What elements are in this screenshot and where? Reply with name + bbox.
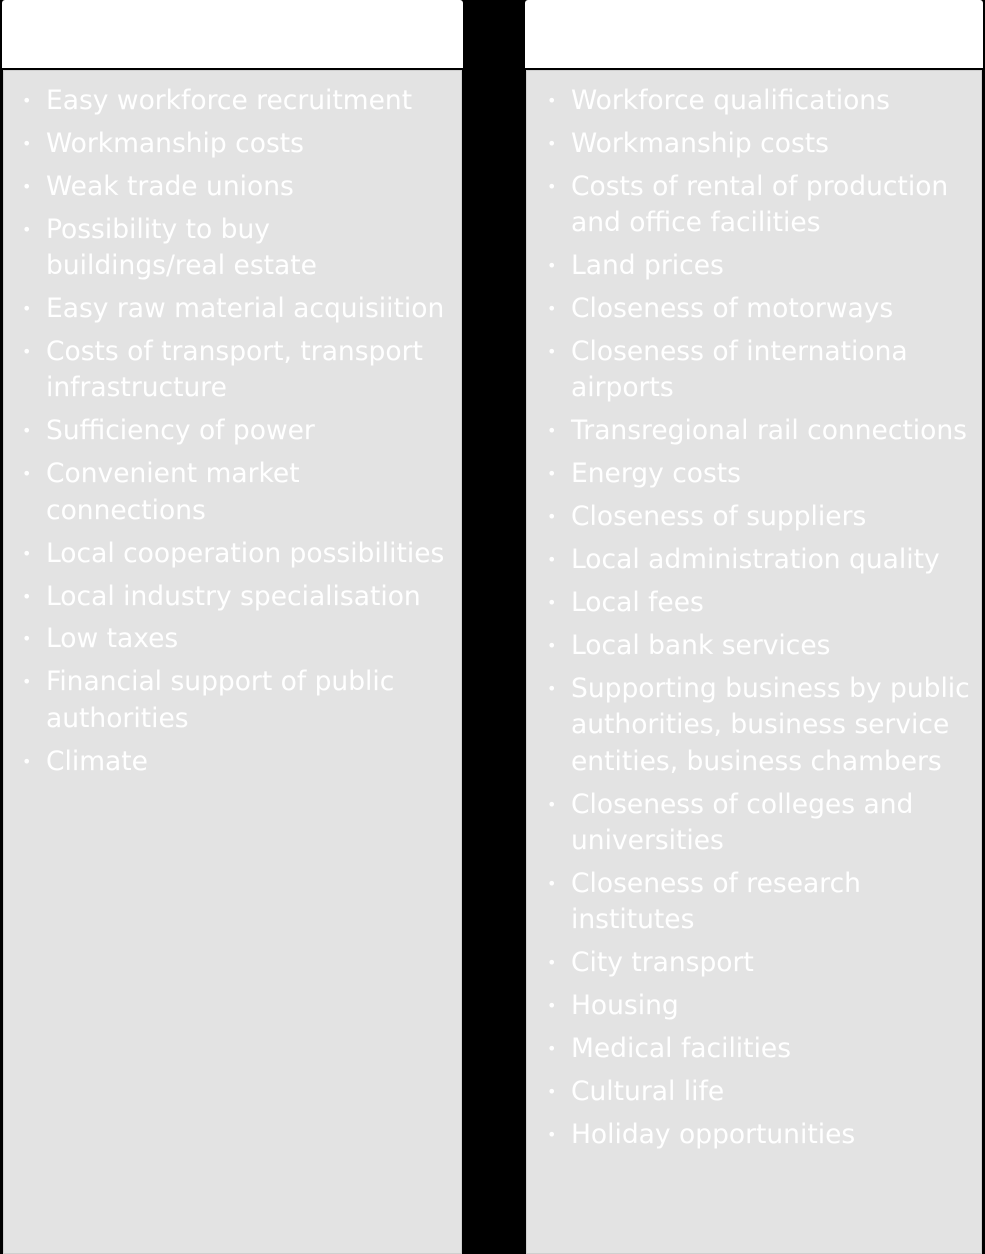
list-item bbox=[545, 628, 973, 665]
list-item-text: Local administration quality bbox=[571, 544, 940, 576]
bullet-icon: • bbox=[547, 1124, 557, 1144]
list-item bbox=[20, 621, 453, 658]
bullet-icon: • bbox=[22, 543, 32, 563]
list-item-text: Energy costs bbox=[571, 458, 741, 490]
list-item-text: Supporting business by public authorities, business service entities, business chambers bbox=[571, 672, 970, 777]
bullet-icon: • bbox=[22, 299, 32, 319]
list-item bbox=[545, 671, 973, 781]
bullet-icon: • bbox=[547, 1082, 557, 1102]
list-item-text: Cultural life bbox=[571, 1076, 725, 1108]
bullet-icon: • bbox=[22, 133, 32, 153]
list-item-text: Local fees bbox=[571, 586, 704, 618]
bullet-icon: • bbox=[22, 751, 32, 771]
list-item-text: Transregional rail connections bbox=[571, 415, 967, 447]
list-item bbox=[545, 499, 973, 536]
list-item bbox=[545, 169, 973, 242]
list-item-text: Easy raw material acquisiition bbox=[46, 293, 445, 325]
list-item-text: Workforce qualifications bbox=[571, 85, 890, 116]
list-item bbox=[20, 456, 453, 529]
list-item bbox=[545, 1031, 973, 1068]
list-item bbox=[20, 579, 453, 616]
bullet-icon: • bbox=[547, 794, 557, 814]
list-item-text: Workmanship costs bbox=[46, 127, 304, 159]
bullet-icon: • bbox=[22, 91, 32, 110]
list-item-text: Workmanship costs bbox=[571, 127, 829, 159]
list-item-text: Closeness of motorways bbox=[571, 293, 894, 325]
bullet-icon: • bbox=[547, 133, 557, 153]
list-item bbox=[545, 866, 973, 939]
list-item bbox=[545, 248, 973, 285]
list-item-text: Convenient market connections bbox=[46, 458, 300, 526]
list-item-text: Costs of rental of production and office facilities bbox=[571, 170, 949, 239]
list-item bbox=[545, 585, 973, 622]
right-column bbox=[523, 0, 985, 1254]
list-item bbox=[20, 413, 453, 450]
left-column-header bbox=[2, 0, 463, 68]
list-item-text: Holiday opportunities bbox=[571, 1118, 856, 1150]
list-item bbox=[545, 83, 973, 120]
list-item bbox=[545, 334, 973, 407]
list-item bbox=[20, 212, 453, 285]
list-item bbox=[545, 456, 973, 493]
list-item-text: Closeness of internationa airports bbox=[571, 335, 908, 404]
list-item-text: Sufficiency of power bbox=[46, 415, 315, 447]
bullet-icon: • bbox=[22, 586, 32, 606]
right-column-panel bbox=[526, 70, 982, 1254]
bullet-icon: • bbox=[547, 873, 557, 893]
right-column-header bbox=[525, 0, 983, 68]
bullet-icon: • bbox=[22, 176, 32, 196]
list-item-text: Financial support of public authorities bbox=[46, 666, 395, 734]
bullet-icon: • bbox=[547, 1039, 557, 1059]
list-item-text: Closeness of research institutes bbox=[571, 867, 861, 936]
list-item-text: Closeness of suppliers bbox=[571, 501, 867, 533]
bullet-icon: • bbox=[22, 341, 32, 361]
list-item-text: City transport bbox=[571, 947, 754, 979]
bullet-icon: • bbox=[547, 341, 557, 361]
list-item bbox=[20, 169, 453, 206]
list-item bbox=[20, 126, 453, 163]
list-item bbox=[20, 291, 453, 328]
list-item bbox=[545, 1074, 973, 1111]
bullet-icon: • bbox=[22, 421, 32, 441]
bullet-icon: • bbox=[547, 421, 557, 441]
list-item-text: Weak trade unions bbox=[46, 170, 294, 202]
list-item-text: Medical facilities bbox=[571, 1033, 792, 1065]
list-item-text: Possibility to buy buildings/real estate bbox=[46, 213, 317, 282]
bullet-icon: • bbox=[547, 507, 557, 527]
bullet-icon: • bbox=[22, 629, 32, 649]
bullet-icon: • bbox=[547, 635, 557, 655]
list-item-text: Low taxes bbox=[46, 623, 179, 655]
list-item bbox=[545, 1117, 973, 1154]
bullet-icon: • bbox=[547, 550, 557, 570]
list-item-text: Local industry specialisation bbox=[46, 580, 421, 612]
list-item-text: Easy workforce recruitment bbox=[46, 85, 413, 116]
bullet-icon: • bbox=[22, 219, 32, 239]
left-column-panel bbox=[3, 70, 462, 1254]
list-item bbox=[545, 787, 973, 860]
list-item-text: Local bank services bbox=[571, 629, 831, 661]
list-item bbox=[545, 988, 973, 1025]
bullet-icon: • bbox=[547, 996, 557, 1016]
list-item-text: Closeness of colleges and universities bbox=[571, 788, 914, 857]
list-item-text: Land prices bbox=[571, 250, 724, 282]
list-item bbox=[545, 126, 973, 163]
right-factor-list bbox=[545, 83, 973, 1160]
bullet-icon: • bbox=[22, 464, 32, 484]
bullet-icon: • bbox=[547, 592, 557, 612]
bullet-icon: • bbox=[547, 176, 557, 196]
list-item-text: Costs of transport, transport infrastructure bbox=[46, 335, 423, 404]
list-item-text: Local cooperation possibilities bbox=[46, 537, 445, 569]
bullet-icon: • bbox=[547, 678, 557, 698]
list-item bbox=[20, 536, 453, 573]
list-item-text: Climate bbox=[46, 745, 148, 777]
left-column bbox=[0, 0, 465, 1254]
bullet-icon: • bbox=[547, 464, 557, 484]
bullet-icon: • bbox=[547, 91, 557, 110]
bullet-icon: • bbox=[547, 299, 557, 319]
list-item bbox=[545, 542, 973, 579]
list-item bbox=[20, 334, 453, 407]
list-item bbox=[545, 945, 973, 982]
list-item bbox=[20, 744, 453, 781]
left-factor-list bbox=[20, 83, 453, 787]
list-item bbox=[20, 664, 453, 737]
list-item-text: Housing bbox=[571, 990, 679, 1022]
bullet-icon: • bbox=[547, 256, 557, 276]
list-item bbox=[545, 291, 973, 328]
bullet-icon: • bbox=[22, 672, 32, 692]
list-item bbox=[20, 83, 453, 120]
list-item bbox=[545, 413, 973, 450]
bullet-icon: • bbox=[547, 953, 557, 973]
